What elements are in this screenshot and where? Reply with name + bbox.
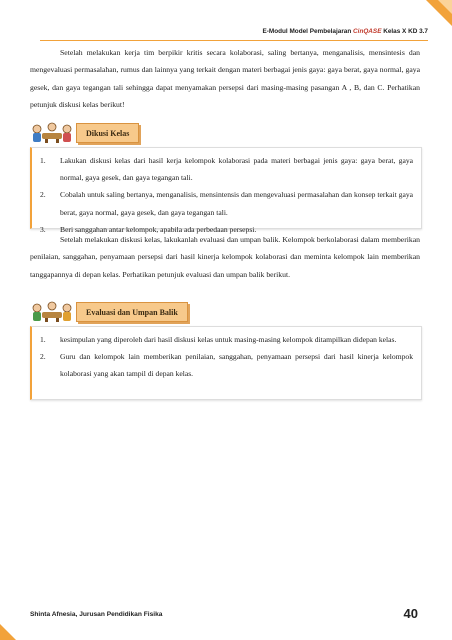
page-header xyxy=(262,28,428,35)
list-text: Lakukan diskusi kelas dari hasil kerja kelompok kolaborasi pada materi berbagai jenis gaya: gaya berat, gaya normal, gaya gesek, dan gaya tegangan tali. xyxy=(60,156,413,183)
section-title-box xyxy=(76,302,188,322)
list-text: Cobalah untuk saling bertanya, menganalisis, mensintensis dan mengevaluasi permasalahan dan konsep terkait gaya berat, gaya normal, gaya gesek, dan gaya tegangan tali. xyxy=(60,190,414,217)
header-suffix: Kelas X KD 3.7 xyxy=(381,28,428,35)
list-item xyxy=(40,152,413,186)
section-banner-discussion xyxy=(30,121,139,145)
evaluation-instructions-box xyxy=(30,326,422,400)
intro-paragraph: Setelah melakukan kerja tim berpikir kritis secara kolaborasi, saling bertanya, menganalisis, mensintesis dan mengevaluasi permasalahan, rumus dan lainnya yang terkait dengan materi berbagai jenis gaya: gaya berat, gaya normal, gaya gesek, dan gaya tegangan tali sehingga dapat menyamakan persepsi dari masing-masing pasangan A , B, dan C. Perhatikan petunjuk diskusi kelas berikut! xyxy=(30,48,420,109)
header-brand: CinQASE xyxy=(353,28,382,35)
evaluation-list xyxy=(40,331,413,383)
list-item xyxy=(40,348,413,382)
list-text: kesimpulan yang diperoleh dari hasil diskusi kelas untuk masing-masing kelompok ditampilkan didepan kelas. xyxy=(60,335,397,344)
section-title: Evaluasi dan Umpan Balik xyxy=(86,307,178,317)
list-number: 1. xyxy=(40,156,46,165)
list-number: 3. xyxy=(40,224,46,234)
list-item xyxy=(40,331,413,348)
list-number: 2. xyxy=(40,190,46,200)
list-number: 1. xyxy=(40,335,46,344)
evaluation-group-icon xyxy=(30,301,74,323)
section-banner-evaluation xyxy=(30,300,188,324)
list-item xyxy=(40,186,413,220)
list-text: Beri sanggahan antar kelompok, apabila ada perbedaan persepsi. xyxy=(60,224,257,234)
page-number: 40 xyxy=(403,606,418,621)
list-number: 2. xyxy=(40,352,46,362)
section-title-box xyxy=(76,123,139,143)
corner-decoration-bottom xyxy=(0,624,16,640)
middle-paragraph: Setelah melakukan diskusi kelas, lakukanlah evaluasi dan umpan balik. Kelompok berkolaborasi dalam memberikan penilaian, sanggahan, penyamaan persepsi dari hasil kinerja kelompok kolaborasi dan meminta kelompok lain memberikan tanggapannya di depan kelas. Perhatikan petunjuk evaluasi dan umpan balik berikut. xyxy=(30,235,420,279)
discussion-group-icon xyxy=(30,122,74,144)
discussion-list xyxy=(40,152,413,238)
section-title: Dikusi Kelas xyxy=(86,128,130,138)
corner-decoration-inner xyxy=(438,0,452,14)
list-text: Guru dan kelompok lain memberikan penilaian, sanggahan, penyamaan persepsi dari hasil kinerja kelompok kolaborasi yang akan tampil di depan kelas. xyxy=(60,352,413,379)
footer-author: Shinta Afnesia, Jurusan Pendidikan Fisika xyxy=(30,611,163,618)
header-prefix: E-Modul Model Pembelajaran xyxy=(262,28,354,35)
header-rule xyxy=(40,40,428,41)
discussion-instructions-box xyxy=(30,147,422,234)
